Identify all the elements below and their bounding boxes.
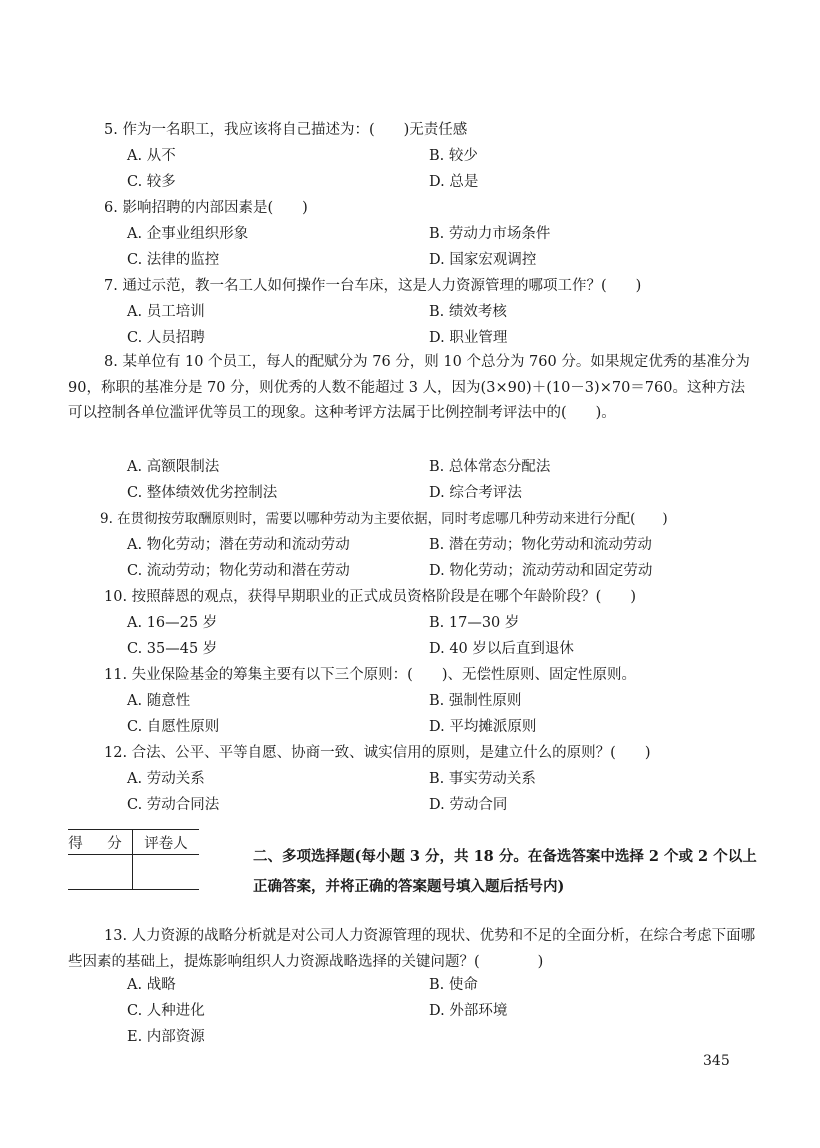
q10-option-c: C. 35—45 岁 — [127, 641, 218, 657]
question-12: 12. 合法、公平、平等自愿、协商一致、诚实信用的原则，是建立什么的原则？( ) — [104, 745, 651, 761]
question-11: 11. 失业保险基金的筹集主要有以下三个原则：( )、无偿性原则、固定性原则。 — [104, 667, 636, 683]
question-5: 5. 作为一名职工，我应该将自己描述为：( )无责任感 — [104, 122, 468, 138]
q6-option-c: C. 法律的监控 — [127, 252, 220, 268]
q13-option-e: E. 内部资源 — [127, 1029, 205, 1045]
question-6: 6. 影响招聘的内部因素是( ) — [104, 200, 308, 216]
q8-option-d: D. 综合考评法 — [429, 485, 522, 501]
q10-option-a: A. 16—25 岁 — [127, 615, 218, 631]
q10-option-b: B. 17—30 岁 — [429, 615, 520, 631]
question-10: 10. 按照薛恩的观点，获得早期职业的正式成员资格阶段是在哪个年龄阶段？( ) — [104, 589, 636, 605]
q11-option-d: D. 平均摊派原则 — [429, 719, 537, 735]
question-8: 8. 某单位有 10 个员工，每人的配赋分为 76 分，则 10 个总分为 760 分。如果规定优秀的基准分为 90，称职的基准分是 70 分，则优秀的人数不能超过 3 人，因为(3×90)＋(10－3)×70＝760。这种方法可以控制各单位滥评优等员工的现象。这种考评方法属于比例控制考评法中的( )。 — [68, 354, 750, 421]
grader-cell — [133, 855, 200, 890]
q9-option-b: B. 潜在劳动；物化劳动和流动劳动 — [429, 537, 652, 553]
score-cell — [68, 855, 133, 890]
q9-option-a: A. 物化劳动；潜在劳动和流动劳动 — [127, 537, 350, 553]
q8-option-a: A. 高额限制法 — [127, 459, 220, 475]
q13-option-a: A. 战略 — [127, 977, 176, 993]
q8-option-b: B. 总体常态分配法 — [429, 459, 551, 475]
q5-option-a: A. 从不 — [127, 148, 176, 164]
q12-option-b: B. 事实劳动关系 — [429, 771, 536, 787]
q9-option-d: D. 物化劳动；流动劳动和固定劳动 — [429, 563, 653, 579]
q5-option-d: D. 总是 — [429, 174, 479, 190]
q7-option-c: C. 人员招聘 — [127, 330, 205, 346]
page-number: 345 — [703, 1053, 730, 1069]
q12-option-a: A. 劳动关系 — [127, 771, 205, 787]
q11-option-b: B. 强制性原则 — [429, 693, 522, 709]
score-table — [68, 829, 199, 890]
q7-option-a: A. 员工培训 — [127, 304, 205, 320]
question-9: 9. 在贯彻按劳取酬原则时，需要以哪种劳动为主要依据，同时考虑哪几种劳动来进行分配( ) — [100, 511, 668, 527]
q5-option-c: C. 较多 — [127, 174, 176, 190]
q13-option-d: D. 外部环境 — [429, 1003, 508, 1019]
q8-option-c: C. 整体绩效优劣控制法 — [127, 485, 278, 501]
q9-option-c: C. 流动劳动；物化劳动和潜在劳动 — [127, 563, 350, 579]
grader-label: 评卷人 — [133, 830, 200, 855]
q10-option-d: D. 40 岁以后直到退休 — [429, 641, 574, 657]
q5-option-b: B. 较少 — [429, 148, 478, 164]
q11-option-a: A. 随意性 — [127, 693, 191, 709]
q13-option-b: B. 使命 — [429, 977, 478, 993]
q6-option-d: D. 国家宏观调控 — [429, 252, 537, 268]
q7-option-b: B. 绩效考核 — [429, 304, 507, 320]
q6-option-b: B. 劳动力市场条件 — [429, 226, 551, 242]
question-13: 13. 人力资源的战略分析就是对公司人力资源管理的现状、优势和不足的全面分析，在综合考虑下面哪些因素的基础上，提炼影响组织人力资源战略选择的关键问题？( ) — [68, 928, 756, 970]
q13-option-c: C. 人种进化 — [127, 1003, 205, 1019]
question-7: 7. 通过示范，教一名工人如何操作一台车床，这是人力资源管理的哪项工作？( ) — [104, 278, 642, 294]
q7-option-d: D. 职业管理 — [429, 330, 508, 346]
q11-option-c: C. 自愿性原则 — [127, 719, 220, 735]
q12-option-c: C. 劳动合同法 — [127, 797, 220, 813]
q12-option-d: D. 劳动合同 — [429, 797, 508, 813]
section-heading: 二、多项选择题(每小题 3 分，共 18 分。在备选答案中选择 2 个或 2 个以上正确答案，并将正确的答案题号填入题后括号内) — [253, 848, 757, 895]
q6-option-a: A. 企事业组织形象 — [127, 226, 249, 242]
score-label: 得 分 — [68, 830, 133, 855]
